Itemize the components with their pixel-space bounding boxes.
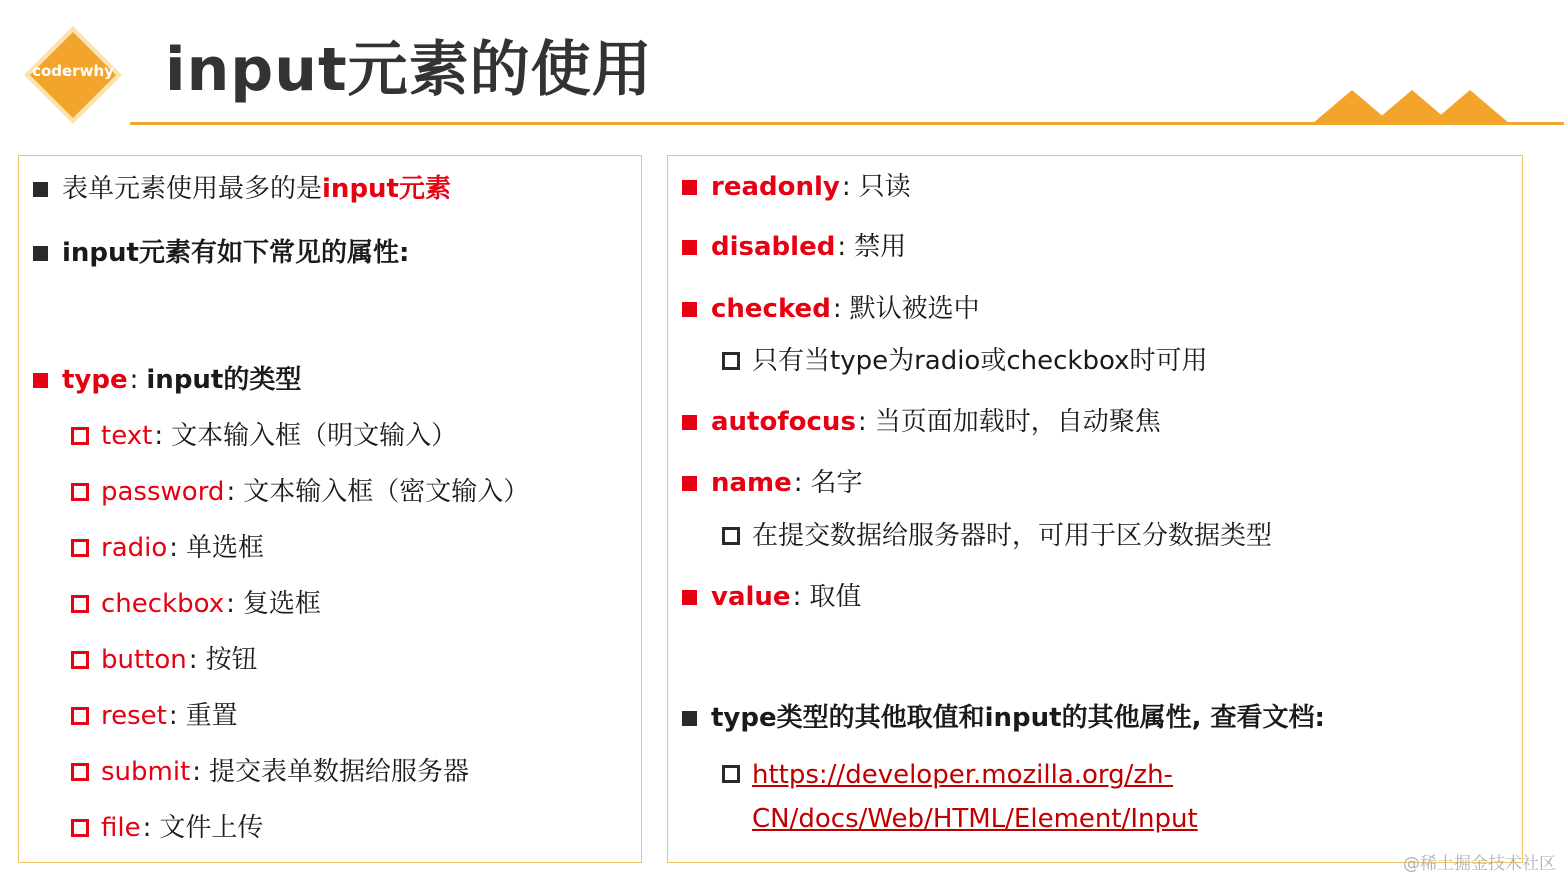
type-item-sep: : — [188, 645, 198, 675]
page-title: input元素的使用 — [165, 35, 653, 105]
hollow-square-bullet-icon — [71, 539, 89, 557]
attr-readonly — [682, 170, 911, 204]
type-item-reset — [71, 699, 238, 733]
type-item-submit — [71, 755, 469, 789]
type-item-desc: 提交表单数据给服务器 — [209, 757, 470, 787]
type-item-key: password — [101, 477, 225, 507]
intro-line-1 — [33, 172, 451, 206]
type-item-sep: : — [169, 533, 179, 563]
link-line-2[interactable]: CN/docs/Web/HTML/Element/Input — [752, 804, 1198, 834]
intro-line-2 — [33, 236, 409, 270]
type-item-sep: : — [226, 477, 236, 507]
hollow-square-bullet-icon — [722, 352, 740, 370]
type-item-desc: 文本输入框（密文输入） — [243, 477, 530, 507]
type-item-desc: 单选框 — [186, 533, 265, 563]
type-item-desc: 复选框 — [242, 589, 321, 619]
attr-desc: 默认被选中 — [849, 294, 980, 324]
red-square-bullet-icon — [682, 590, 697, 605]
type-item-password — [71, 475, 529, 509]
type-item-desc: 重置 — [185, 701, 238, 731]
red-square-bullet-icon — [682, 476, 697, 491]
type-item-button — [71, 643, 258, 677]
type-item-sep: : — [192, 757, 202, 787]
right-panel — [667, 155, 1523, 863]
coderwhy-logo — [22, 24, 124, 126]
attr-key: readonly — [711, 172, 840, 202]
attr-key: checked — [711, 294, 831, 324]
more-info-text: type类型的其他取值和input的其他属性, 查看文档: — [711, 703, 1325, 733]
hollow-square-bullet-icon — [71, 427, 89, 445]
type-item-desc: 文件上传 — [159, 813, 264, 843]
type-item-text — [71, 419, 457, 453]
type-item-radio — [71, 531, 264, 565]
hollow-square-bullet-icon — [71, 483, 89, 501]
attr-key: autofocus — [711, 407, 856, 437]
mdn-input-docs-link[interactable] — [752, 753, 1198, 841]
header-divider — [130, 122, 1564, 125]
logo-text: coderwhy — [32, 62, 114, 80]
hollow-square-bullet-icon — [71, 763, 89, 781]
attr-key: disabled — [711, 232, 836, 262]
attr-checked — [682, 292, 980, 326]
type-item-sep: : — [226, 589, 235, 619]
type-item-key: text — [101, 421, 153, 451]
link-line-1[interactable]: https://developer.mozilla.org/zh- — [752, 760, 1173, 790]
type-desc: input的类型 — [146, 365, 302, 395]
attr-value — [682, 580, 861, 614]
attr-key: value — [711, 582, 791, 612]
attr-desc: 只读 — [858, 172, 911, 202]
type-item-sep: : — [168, 701, 178, 731]
name-note-text: 在提交数据给服务器时，可用于区分数据类型 — [752, 521, 1273, 551]
type-item-key: radio — [101, 533, 168, 563]
type-item-key: checkbox — [101, 589, 225, 619]
red-square-bullet-icon — [682, 302, 697, 317]
type-item-file — [71, 811, 263, 845]
intro1-highlight: input元素 — [322, 174, 451, 204]
red-square-bullet-icon — [682, 240, 697, 255]
hollow-square-bullet-icon — [71, 651, 89, 669]
attr-autofocus — [682, 405, 1161, 439]
square-bullet-icon — [33, 246, 48, 261]
hollow-square-bullet-icon — [722, 765, 740, 783]
type-item-desc: 文本输入框（明文输入） — [171, 421, 458, 451]
attr-desc: 禁用 — [854, 232, 907, 262]
red-square-bullet-icon — [682, 180, 697, 195]
intro1-text: 表单元素使用最多的是 — [62, 174, 323, 204]
mountain-decoration-icon — [1312, 84, 1512, 124]
hollow-square-bullet-icon — [71, 819, 89, 837]
square-bullet-icon — [682, 711, 697, 726]
red-square-bullet-icon — [682, 415, 697, 430]
more-info-line — [682, 701, 1325, 735]
checked-note-text: 只有当type为radio或checkbox时可用 — [752, 346, 1208, 376]
attr-desc: 名字 — [810, 468, 863, 498]
attr-name — [682, 466, 863, 500]
attr-sep: : — [841, 172, 851, 202]
attr-sep: : — [832, 294, 842, 324]
hollow-square-bullet-icon — [71, 595, 89, 613]
hollow-square-bullet-icon — [722, 527, 740, 545]
square-bullet-icon — [33, 182, 48, 197]
hollow-square-bullet-icon — [71, 707, 89, 725]
type-item-key: button — [101, 645, 187, 675]
checked-note — [722, 344, 1207, 378]
intro2-text: input元素有如下常见的属性: — [62, 238, 410, 268]
attr-desc: 取值 — [809, 582, 862, 612]
attr-desc: 当页面加载时，自动聚焦 — [874, 407, 1161, 437]
type-key: type — [62, 365, 128, 395]
red-square-bullet-icon — [33, 373, 48, 388]
type-sep: : — [129, 365, 139, 395]
attr-sep: : — [793, 468, 803, 498]
type-item-key: reset — [101, 701, 167, 731]
attr-sep: : — [857, 407, 867, 437]
name-note — [722, 519, 1272, 553]
attr-key: name — [711, 468, 792, 498]
mdn-link-row — [722, 753, 1198, 841]
type-item-desc: 按钮 — [205, 645, 258, 675]
watermark: @稀土掘金技术社区 — [1403, 854, 1556, 874]
type-item-sep: : — [154, 421, 164, 451]
type-item-key: file — [101, 813, 141, 843]
type-heading — [33, 363, 301, 397]
type-item-sep: : — [142, 813, 152, 843]
attr-sep: : — [792, 582, 802, 612]
left-panel — [18, 155, 642, 863]
attr-disabled — [682, 230, 906, 264]
type-item-key: submit — [101, 757, 191, 787]
attr-sep: : — [837, 232, 847, 262]
type-item-checkbox — [71, 587, 321, 621]
